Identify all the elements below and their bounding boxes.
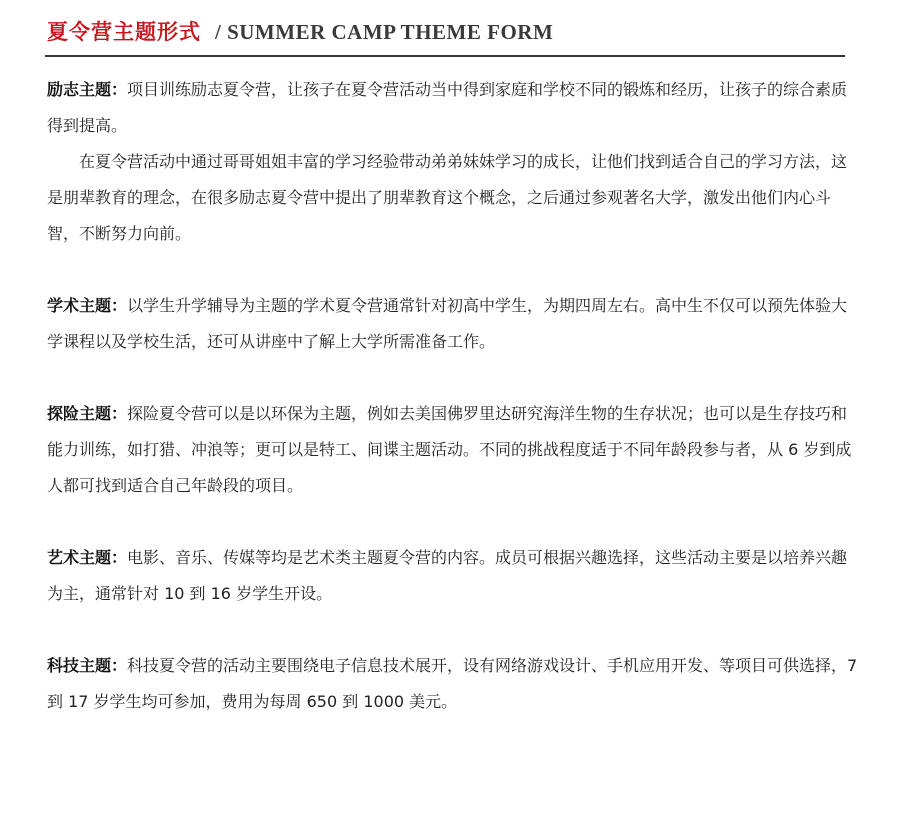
section-arts [47,540,862,612]
section-technology [47,648,862,720]
section-adventure [47,396,862,504]
section-extra-paragraph: 在夏令营活动中通过哥哥姐姐丰富的学习经验带动弟弟妹妹学习的成长，让他们找到适合自己的学习方法，这是朋辈教育的理念，在很多励志夏令营中提出了朋辈教育这个概念，之后通过参观著名大学，激发出他们内心斗智，不断努力向前。 [47,152,848,243]
section-text: 电影、音乐、传媒等均是艺术类主题夏令营的内容。成员可根据兴趣选择，这些活动主要是以培养兴趣为主，通常针对 10 到 16 岁学生开设。 [47,548,848,603]
section-text: 项目训练励志夏令营，让孩子在夏令营活动当中得到家庭和学校不同的锻炼和经历，让孩子的综合素质得到提高。 [47,80,848,135]
section-text: 以学生升学辅导为主题的学术夏令营通常针对初高中学生，为期四周左右。高中生不仅可以预先体验大学课程以及学校生活，还可从讲座中了解上大学所需准备工作。 [47,296,848,351]
section-text: 探险夏令营可以是以环保为主题，例如去美国佛罗里达研究海洋生物的生存状况；也可以是生存技巧和能力训练，如打猎、冲浪等；更可以是特工、间谍主题活动。不同的挑战程度适于不同年龄段参与者，从 6 岁到成人都可找到适合自己年龄段的项目。 [47,404,852,495]
section-label: 科技主题： [47,656,128,675]
section-label: 艺术主题： [47,548,128,567]
section-academic [47,288,862,360]
section-label: 励志主题： [47,80,128,99]
article-body [47,72,862,720]
section-inspirational [47,72,862,252]
page-header [47,16,847,48]
page-subtitle: / SUMMER CAMP THEME FORM [215,20,554,44]
section-text: 科技夏令营的活动主要围绕电子信息技术展开，设有网络游戏设计、手机应用开发、等项目可供选择，7 到 17 岁学生均可参加，费用为每周 650 到 1000 美元。 [47,656,858,711]
section-label: 探险主题： [47,404,128,423]
header-divider [45,55,845,57]
page-title: 夏令营主题形式 [47,20,201,44]
section-label: 学术主题： [47,296,128,315]
